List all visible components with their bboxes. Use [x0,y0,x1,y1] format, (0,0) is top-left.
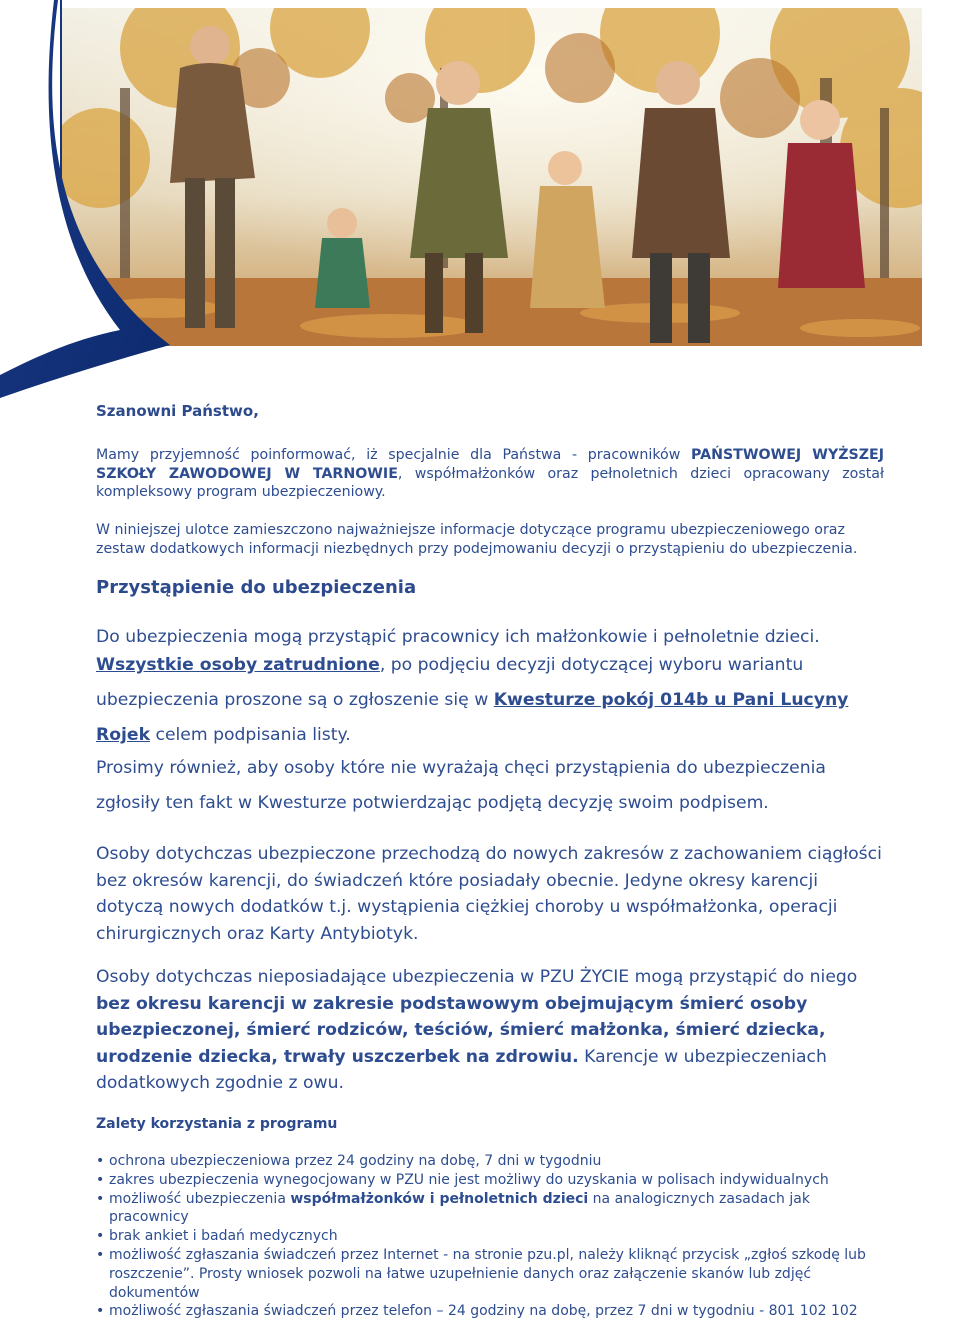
list-item [96,1227,886,1246]
benefit-text: możliwość ubezpieczenia [109,1190,291,1207]
benefits-list [96,1152,886,1321]
intro-text: Mamy przyjemność poinformować, iż specjalnie dla Państwa - pracowników [96,447,692,463]
office-location: Kwesturze pokój 014b u Pani Lucyny Rojek [96,690,849,745]
continuity-paragraph: Osoby dotychczas ubezpieczone przechodzą do nowych zakresów z zachowaniem ciągłości bez okresów karencji, do świadczeń które posiadały obecnie. Jedyne okresy karencji dotyczą nowych dodatków t.j. wystąpienia ciężkiej choroby u współmałżonka, operacji chirurgicznych oraz Karty Antybiotyk. [96,844,882,944]
benefit-text: możliwość zgłaszania świadczeń przez Internet - na stronie pzu.pl, należy kliknąć przycisk „zgłoś szkodę lub roszczenie”. Prosty wniosek pozwoli na łatwe uzupełnienie danych oraz załączenie skanów lub zdjęć dokumentów [109,1246,866,1301]
new-members-end: Karencje w ubezpieczeniach dodatkowych zgodnie z owu. [96,1046,827,1093]
benefit-text: ochrona ubezpieczeniowa przez 24 godziny na dobę, 7 dni w tygodniu [109,1153,602,1169]
no-waiting-period: bez okresu karencji w zakresie podstawowym obejmującym śmierć osoby ubezpieczonej, śmierć rodziców, teściów, śmierć małżonka, śmierć dziecka, urodzenie dziecka, trwały uszczerbek na zdrowiu. [96,993,826,1067]
benefit-text: możliwość zgłaszania świadczeń przez telefon – 24 godziny na dobę, przez 7 dni w tygodniu - 801 102 102 [109,1303,858,1320]
list-item [96,1152,886,1171]
list-item [96,1190,886,1228]
benefits-heading: Zalety korzystania z programu [96,1116,338,1132]
registration-end: celem podpisania listy. [150,725,351,745]
list-item [96,1171,886,1190]
school-name: PAŃSTWOWEJ WYŻSZEJ SZKOŁY ZAWODOWEJ W TARNOWIE [96,447,884,482]
section-heading: Przystąpienie do ubezpieczenia [96,577,417,598]
brand-swoosh [0,0,220,400]
new-members-paragraph [96,964,886,1097]
greeting: Szanowni Państwo, [96,402,259,420]
list-item [96,1302,886,1321]
intro-paragraph [96,446,884,502]
employees-emphasis: Wszystkie osoby zatrudnione [96,655,380,675]
registration-paragraph [96,648,886,753]
list-item [96,1246,886,1302]
benefit-text-end: na analogicznych zasadach jak pracownicy [109,1190,810,1226]
intro-text-end: , współmałżonków oraz pełnoletnich dzieci opracowany został kompleksowy program ubezpieczeniowy. [96,465,884,500]
leaflet-description: W niniejszej ulotce zamieszczono najważniejsze informacje dotyczące programu ubezpieczeniowego oraz zestaw dodatkowych informacji niezbędnych przy podejmowaniu decyzji o przystąpieniu do ubezpieczenia. [96,522,858,557]
benefit-emphasis: współmałżonków i pełnoletnich dzieci [290,1190,589,1207]
new-members-text: Osoby dotychczas nieposiadające ubezpieczenia w PZU ŻYCIE mogą przystąpić do niego [96,967,858,987]
benefit-text: zakres ubezpieczenia wynegocjowany w PZU nie jest możliwy do uzyskania w polisach indywidualnych [109,1171,829,1188]
registration-text: , po podjęciu decyzji dotyczącej wyboru wariantu ubezpieczenia proszone są o zgłoszenie się w [96,655,804,710]
eligibility-line: Do ubezpieczenia mogą przystąpić pracownicy ich małżonkowie i pełnoletnie dzieci. [96,627,820,647]
decline-paragraph: Prosimy również, aby osoby które nie wyrażają chęci przystąpienia do ubezpieczenia zgłosiły ten fakt w Kwesturze potwierdzając podjętą decyzję swoim podpisem. [96,758,826,813]
benefit-text: brak ankiet i badań medycznych [109,1228,338,1245]
